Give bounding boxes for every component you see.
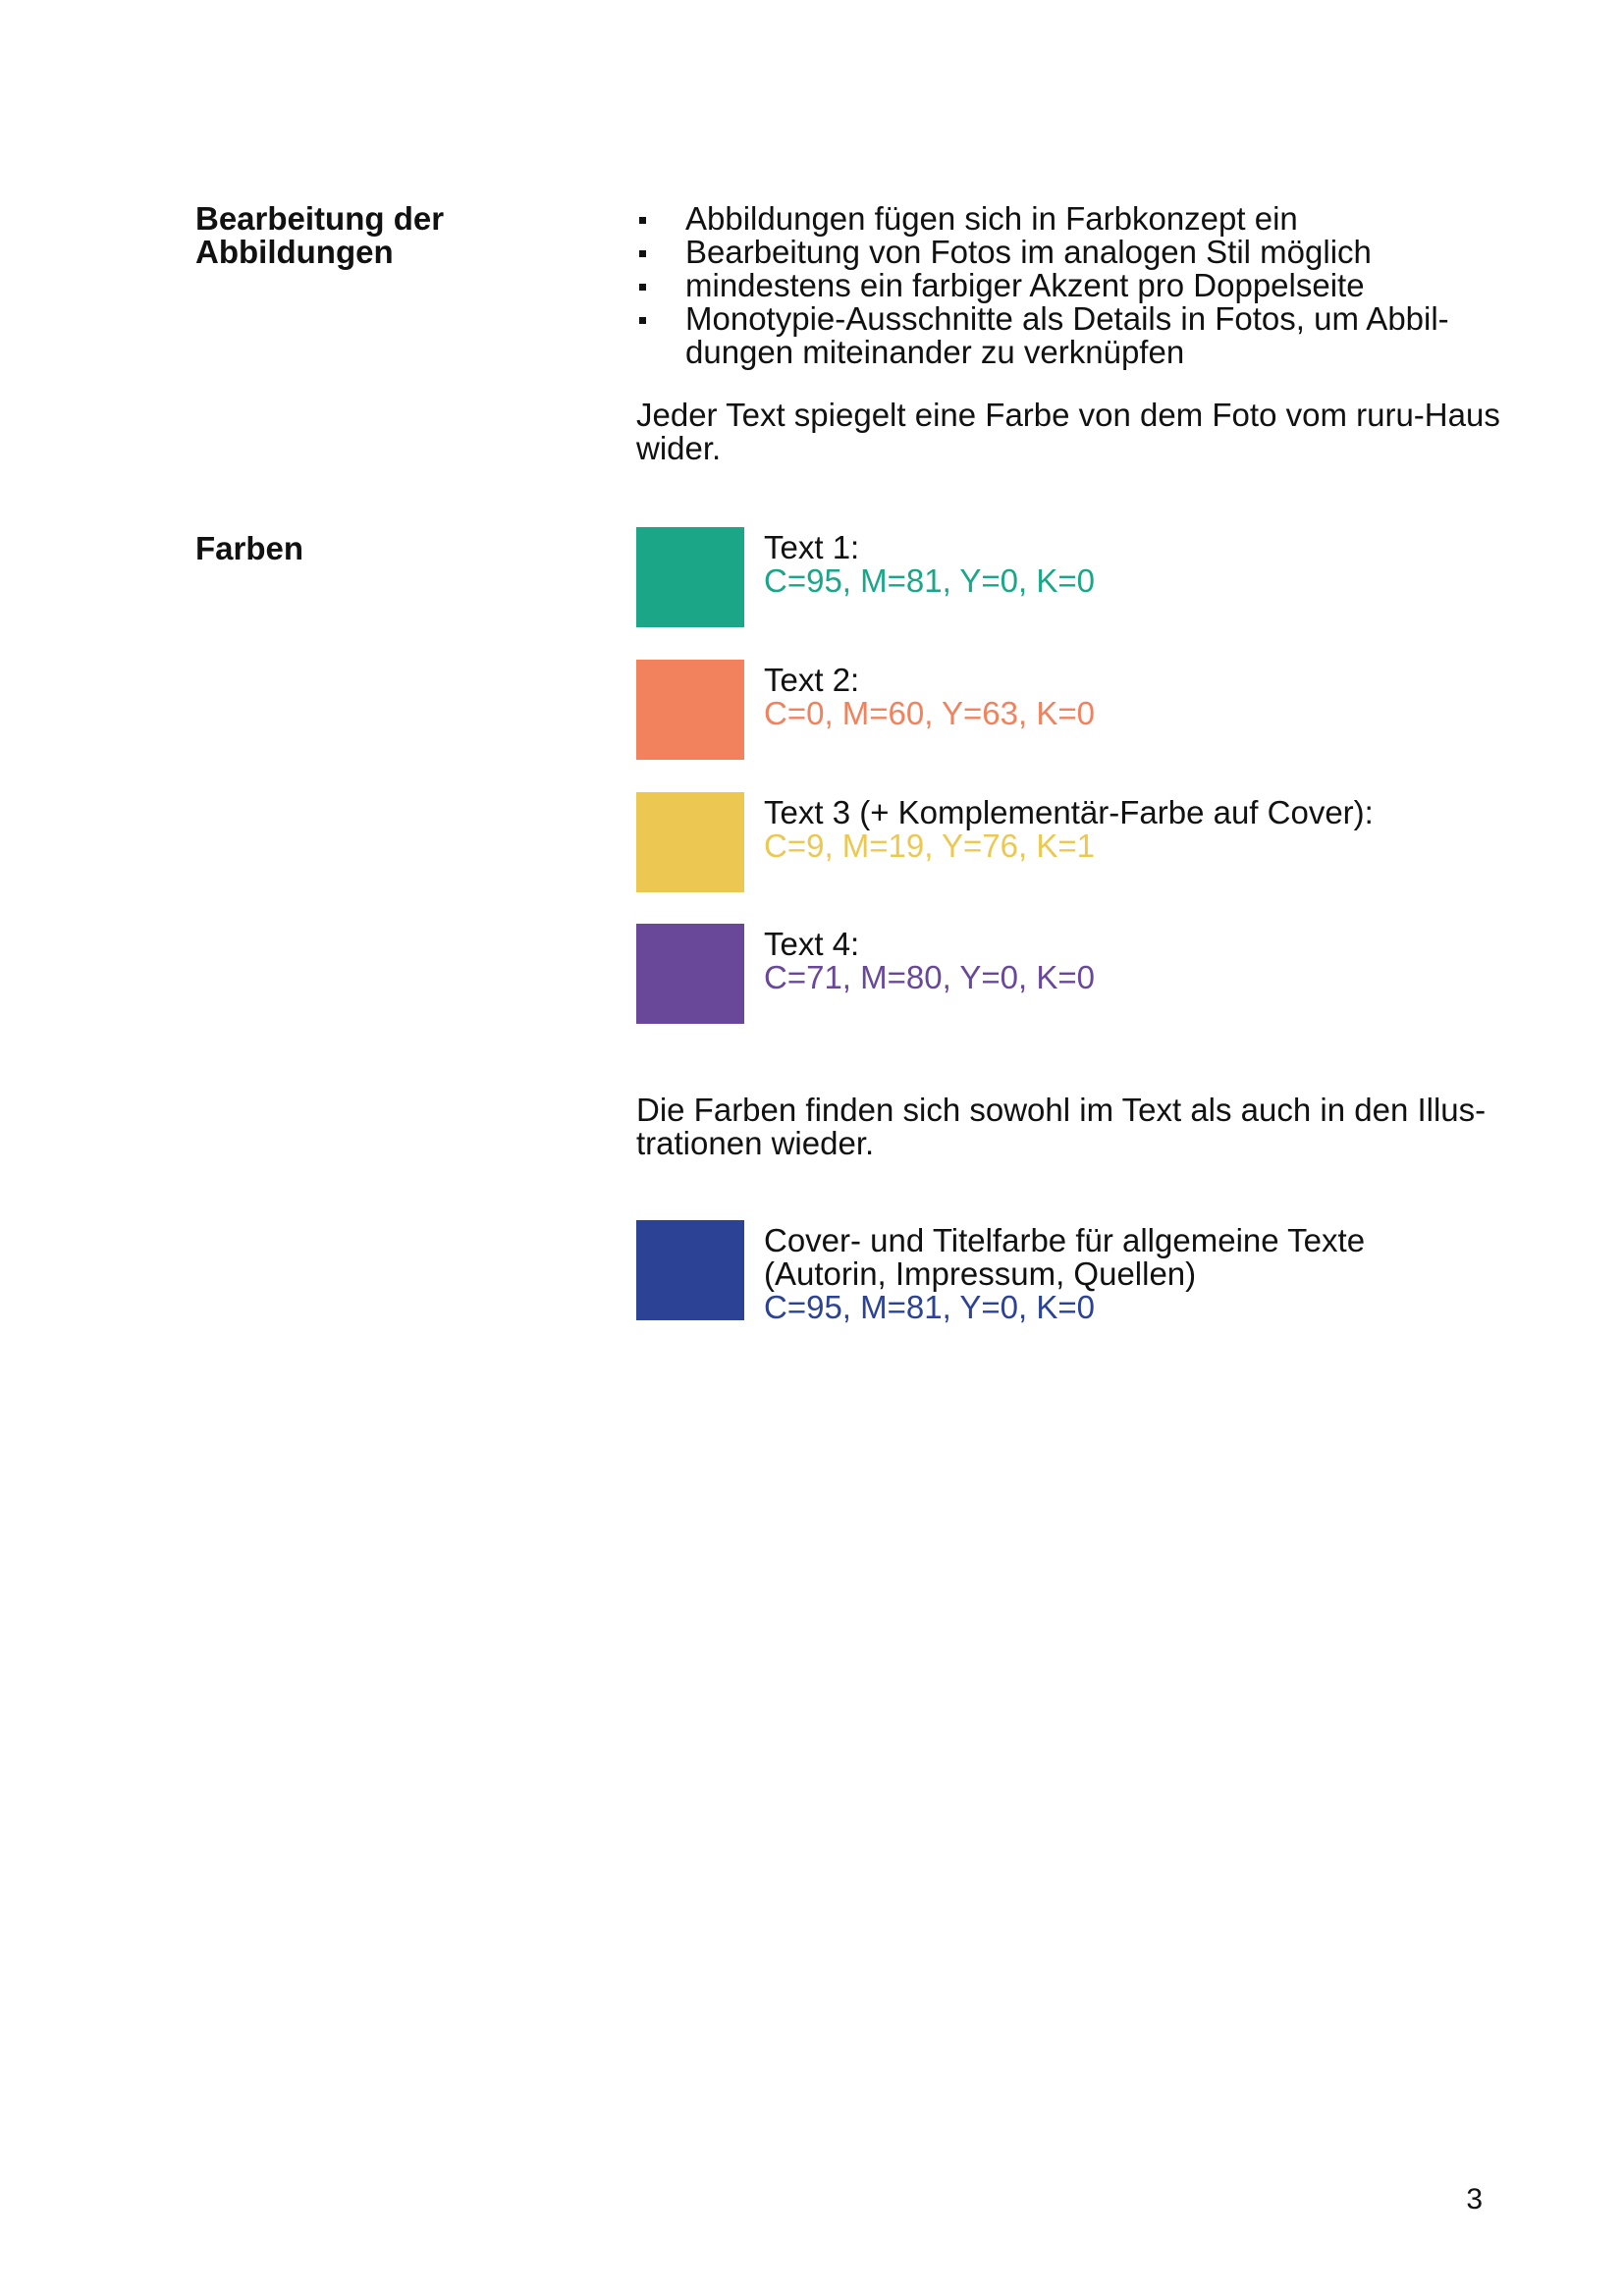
color-swatch xyxy=(636,924,744,1024)
swatch-label: Text 1: xyxy=(764,529,860,565)
colors-paragraph: Die Farben finden sich sowohl im Text als auch in den Illus-trationen wieder. xyxy=(636,1092,1487,1161)
color-swatch-row-text-4 xyxy=(636,924,1520,1024)
list-item: Bearbeitung von Fotos im analogen Stil möglich xyxy=(636,236,1500,269)
swatch-value: C=95, M=81, Y=0, K=0 xyxy=(764,1289,1095,1325)
swatch-value: C=95, M=81, Y=0, K=0 xyxy=(764,562,1095,599)
swatch-value: C=0, M=60, Y=63, K=0 xyxy=(764,695,1095,731)
swatch-label: Cover- und Titelfarbe für allgemeine Texte xyxy=(764,1222,1366,1258)
swatch-label: Text 3 (+ Komplementär-Farbe auf Cover): xyxy=(764,794,1374,830)
list-item: Monotypie-Ausschnitte als Details in Fotos, um Abbil-dungen miteinander zu verknüpfen xyxy=(636,302,1500,369)
page-number: 3 xyxy=(1466,2183,1483,2216)
color-swatch-row-cover xyxy=(636,1220,1520,1325)
color-swatch xyxy=(636,792,744,892)
swatch-value: C=9, M=19, Y=76, K=1 xyxy=(764,828,1095,864)
swatch-description xyxy=(764,531,1510,598)
list-item: Abbildungen fügen sich in Farbkonzept ein xyxy=(636,202,1500,236)
color-swatch xyxy=(636,660,744,760)
color-swatch-row-text-1 xyxy=(636,527,1520,627)
swatch-description xyxy=(764,796,1510,863)
section-heading-farben: Farben xyxy=(195,530,304,566)
color-swatch xyxy=(636,527,744,627)
color-swatch-row-text-2 xyxy=(636,660,1520,760)
swatch-label: (Autorin, Impressum, Quellen) xyxy=(764,1255,1197,1292)
section-heading-abbildungen: Bearbeitung der Abbildungen xyxy=(195,200,445,270)
swatch-description xyxy=(764,928,1510,994)
color-swatch-row-text-3 xyxy=(636,792,1520,892)
swatch-description xyxy=(764,664,1510,730)
image-color-paragraph: Jeder Text spiegelt eine Farbe von dem Foto vom ruru-Haus wider. xyxy=(636,397,1500,466)
swatch-label: Text 4: xyxy=(764,926,860,962)
swatch-description xyxy=(764,1224,1510,1324)
color-swatch xyxy=(636,1220,744,1320)
list-item: mindestens ein farbiger Akzent pro Doppelseite xyxy=(636,269,1500,302)
swatch-label: Text 2: xyxy=(764,662,860,698)
image-editing-bullet-list xyxy=(636,202,1500,369)
swatch-value: C=71, M=80, Y=0, K=0 xyxy=(764,959,1095,995)
